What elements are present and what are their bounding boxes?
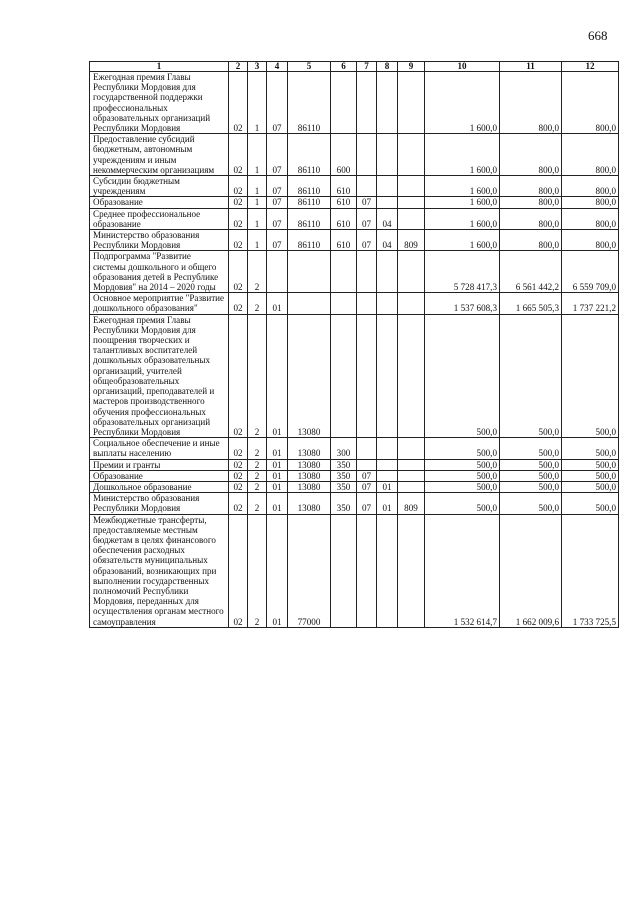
cell-vr: 610 [331,230,357,251]
cell-amount-1: 500,0 [425,459,500,470]
column-header: 12 [562,62,619,72]
row-name: Образование [90,470,229,481]
column-header: 6 [331,62,357,72]
column-header: 1 [90,62,229,72]
cell-grbs [398,514,425,627]
cell-pr [377,176,398,197]
row-name: Предоставление субсидий бюджетным, автономным учреждениям и иным некоммерческим организациям [90,134,229,176]
cell-gp: 02 [229,230,248,251]
cell-amount-2: 500,0 [500,459,562,470]
cell-rz: 07 [357,470,377,481]
cell-grbs [398,72,425,134]
cell-amount-2: 800,0 [500,197,562,208]
row-name: Ежегодная премия Главы Республики Мордовия для поощрения творческих и талантливых воспитателей дошкольных образовательных организаций, учителей общеобразовательных организаций, преподавателей и мастеров производственного обучения профессиональных образовательных организаций Республики Мордовия [90,314,229,437]
cell-direction: 86110 [288,72,331,134]
cell-rz [357,438,377,459]
cell-pr [377,470,398,481]
cell-gp: 02 [229,176,248,197]
header-row [90,62,619,72]
cell-amount-3: 1 737 221,2 [562,293,619,314]
cell-amount-3: 800,0 [562,72,619,134]
cell-amount-2: 800,0 [500,134,562,176]
cell-vr: 350 [331,481,357,492]
cell-vr: 350 [331,493,357,514]
table-row [90,134,619,176]
cell-amount-3: 500,0 [562,459,619,470]
cell-vr [331,251,357,293]
cell-grbs [398,293,425,314]
column-header: 4 [267,62,288,72]
cell-grbs: 809 [398,493,425,514]
table-row [90,208,619,229]
table-row [90,481,619,492]
table-row [90,72,619,134]
column-header: 5 [288,62,331,72]
cell-om: 07 [267,176,288,197]
cell-amount-2: 800,0 [500,208,562,229]
cell-rz: 07 [357,481,377,492]
cell-gp: 02 [229,72,248,134]
cell-pp: 2 [248,459,267,470]
cell-pr [377,293,398,314]
cell-pr [377,438,398,459]
table-row [90,438,619,459]
table-row [90,493,619,514]
cell-gp: 02 [229,514,248,627]
cell-amount-2: 500,0 [500,481,562,492]
cell-om: 01 [267,293,288,314]
cell-pr [377,314,398,437]
cell-pp: 2 [248,293,267,314]
cell-direction: 86110 [288,176,331,197]
cell-grbs [398,134,425,176]
cell-grbs [398,481,425,492]
page-number: 668 [588,28,608,43]
cell-gp: 02 [229,470,248,481]
cell-pr [377,134,398,176]
row-name: Ежегодная премия Главы Республики Мордовия для государственной поддержки профессиональных образовательных организаций Республики Мордовия [90,72,229,134]
table-row [90,251,619,293]
cell-amount-1: 500,0 [425,314,500,437]
cell-pp: 1 [248,134,267,176]
cell-grbs: 809 [398,230,425,251]
cell-direction: 13080 [288,493,331,514]
cell-amount-2: 800,0 [500,176,562,197]
cell-direction: 86110 [288,134,331,176]
cell-rz [357,72,377,134]
cell-amount-1: 500,0 [425,493,500,514]
column-header: 8 [377,62,398,72]
cell-amount-3: 500,0 [562,314,619,437]
cell-rz [357,176,377,197]
cell-pp: 2 [248,514,267,627]
cell-direction: 13080 [288,470,331,481]
cell-amount-2: 1 665 505,3 [500,293,562,314]
column-header: 7 [357,62,377,72]
cell-amount-2: 800,0 [500,72,562,134]
cell-pr: 01 [377,481,398,492]
row-name: Министерство образования Республики Мордовия [90,493,229,514]
cell-gp: 02 [229,208,248,229]
column-header: 2 [229,62,248,72]
table-row [90,314,619,437]
cell-gp: 02 [229,459,248,470]
cell-om: 07 [267,197,288,208]
cell-pr: 04 [377,230,398,251]
cell-amount-1: 500,0 [425,470,500,481]
cell-direction: 13080 [288,459,331,470]
cell-grbs [398,197,425,208]
cell-om: 07 [267,134,288,176]
cell-amount-3: 500,0 [562,470,619,481]
cell-vr: 610 [331,197,357,208]
row-name: Межбюджетные трансферты, предоставляемые местным бюджетам в целях финансового обеспечения расходных обязательств муниципальных образований, возникающих при выполнении государственных полномочий Республики Мордовия, переданных для осуществления органам местного самоуправления [90,514,229,627]
cell-amount-1: 500,0 [425,481,500,492]
cell-direction: 86110 [288,208,331,229]
cell-amount-3: 800,0 [562,176,619,197]
cell-rz: 07 [357,230,377,251]
cell-amount-2: 500,0 [500,438,562,459]
cell-amount-2: 500,0 [500,314,562,437]
cell-vr: 600 [331,134,357,176]
cell-direction: 77000 [288,514,331,627]
cell-om: 07 [267,230,288,251]
cell-vr [331,314,357,437]
cell-pp: 1 [248,208,267,229]
budget-table [89,61,619,628]
cell-rz [357,459,377,470]
cell-om: 01 [267,438,288,459]
cell-amount-1: 1 532 614,7 [425,514,500,627]
cell-om: 07 [267,72,288,134]
cell-amount-2: 800,0 [500,230,562,251]
cell-pr [377,251,398,293]
cell-pr [377,514,398,627]
cell-amount-3: 1 733 725,5 [562,514,619,627]
cell-gp: 02 [229,293,248,314]
table-row [90,230,619,251]
cell-direction: 13080 [288,481,331,492]
cell-pr: 01 [377,493,398,514]
cell-om: 01 [267,514,288,627]
table-row [90,514,619,627]
cell-amount-3: 800,0 [562,134,619,176]
cell-amount-3: 800,0 [562,230,619,251]
cell-amount-3: 800,0 [562,208,619,229]
cell-grbs [398,438,425,459]
cell-direction: 86110 [288,230,331,251]
cell-pr: 04 [377,208,398,229]
row-name: Образование [90,197,229,208]
cell-pp: 2 [248,438,267,459]
table-row [90,197,619,208]
cell-amount-2: 6 561 442,2 [500,251,562,293]
cell-pr [377,72,398,134]
cell-gp: 02 [229,438,248,459]
cell-amount-1: 5 728 417,3 [425,251,500,293]
cell-vr: 350 [331,470,357,481]
cell-direction [288,293,331,314]
cell-rz [357,251,377,293]
cell-rz [357,514,377,627]
cell-amount-1: 1 600,0 [425,230,500,251]
cell-pp: 1 [248,72,267,134]
cell-vr: 610 [331,208,357,229]
table-row [90,459,619,470]
cell-amount-1: 1 600,0 [425,197,500,208]
cell-gp: 02 [229,314,248,437]
cell-vr [331,72,357,134]
row-name: Основное мероприятие "Развитие дошкольного образования" [90,293,229,314]
cell-vr: 610 [331,176,357,197]
cell-amount-2: 1 662 009,6 [500,514,562,627]
cell-direction: 13080 [288,314,331,437]
cell-pp: 2 [248,251,267,293]
cell-amount-2: 500,0 [500,470,562,481]
cell-vr [331,293,357,314]
cell-grbs [398,459,425,470]
cell-rz: 07 [357,197,377,208]
cell-pp: 2 [248,314,267,437]
cell-amount-3: 500,0 [562,438,619,459]
cell-rz [357,314,377,437]
cell-gp: 02 [229,134,248,176]
cell-rz: 07 [357,208,377,229]
row-name: Дошкольное образование [90,481,229,492]
cell-pp: 2 [248,481,267,492]
cell-amount-2: 500,0 [500,493,562,514]
row-name: Социальное обеспечение и иные выплаты населению [90,438,229,459]
cell-om: 01 [267,470,288,481]
cell-direction: 13080 [288,438,331,459]
cell-direction [288,251,331,293]
column-header: 9 [398,62,425,72]
cell-gp: 02 [229,251,248,293]
cell-rz: 07 [357,493,377,514]
cell-grbs [398,470,425,481]
cell-om [267,251,288,293]
column-header: 11 [500,62,562,72]
cell-grbs [398,314,425,437]
cell-amount-1: 1 600,0 [425,72,500,134]
row-name: Министерство образования Республики Мордовия [90,230,229,251]
cell-amount-3: 500,0 [562,481,619,492]
cell-om: 01 [267,459,288,470]
row-name: Премии и гранты [90,459,229,470]
cell-grbs [398,251,425,293]
cell-grbs [398,176,425,197]
row-name: Подпрограмма "Развитие системы дошкольного и общего образования детей в Республике Мордовия" на 2014 – 2020 годы [90,251,229,293]
cell-pp: 1 [248,197,267,208]
cell-amount-1: 500,0 [425,438,500,459]
cell-gp: 02 [229,197,248,208]
cell-amount-1: 1 600,0 [425,176,500,197]
cell-gp: 02 [229,481,248,492]
cell-rz [357,134,377,176]
row-name: Среднее профессиональное образование [90,208,229,229]
table-row [90,293,619,314]
cell-vr: 300 [331,438,357,459]
cell-pr [377,197,398,208]
cell-vr [331,514,357,627]
table-body [90,72,619,628]
cell-om: 01 [267,481,288,492]
cell-om: 07 [267,208,288,229]
cell-amount-1: 1 600,0 [425,134,500,176]
cell-amount-1: 1 600,0 [425,208,500,229]
column-header: 10 [425,62,500,72]
cell-pp: 2 [248,470,267,481]
cell-amount-3: 6 559 709,0 [562,251,619,293]
cell-grbs [398,208,425,229]
cell-pp: 2 [248,493,267,514]
cell-rz [357,293,377,314]
cell-amount-3: 800,0 [562,197,619,208]
cell-pr [377,459,398,470]
cell-gp: 02 [229,493,248,514]
row-name: Субсидии бюджетным учреждениям [90,176,229,197]
cell-om: 01 [267,314,288,437]
cell-amount-1: 1 537 608,3 [425,293,500,314]
table-row [90,470,619,481]
table-row [90,176,619,197]
cell-pp: 1 [248,176,267,197]
cell-om: 01 [267,493,288,514]
cell-pp: 1 [248,230,267,251]
column-header: 3 [248,62,267,72]
cell-direction: 86110 [288,197,331,208]
cell-vr: 350 [331,459,357,470]
cell-amount-3: 500,0 [562,493,619,514]
